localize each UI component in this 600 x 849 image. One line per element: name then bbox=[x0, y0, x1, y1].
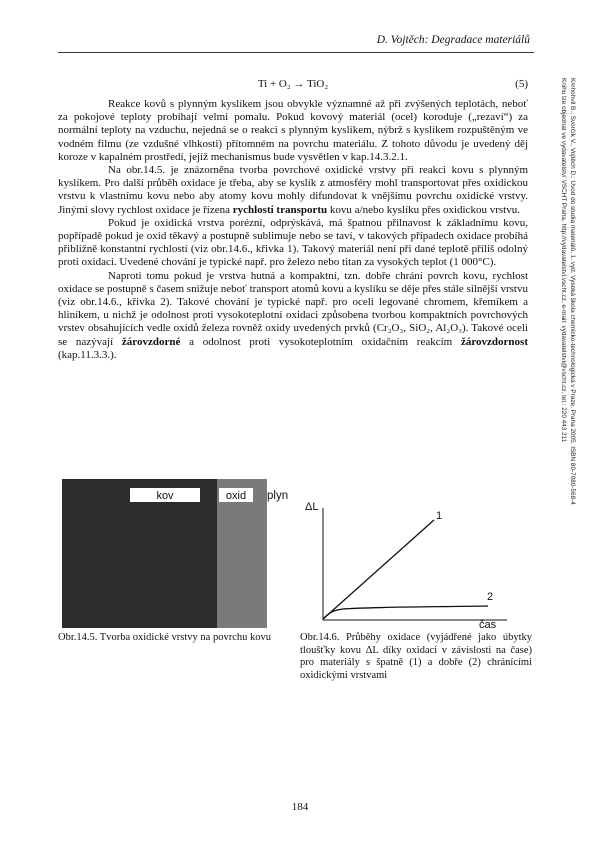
paragraph-1: Reakce kovů s plynným kyslíkem jsou obvykle významné až při zvýšených teplotách, neboť za pokojové teploty probíhají velmi pomalu. Pokud kovový materiál (ocel) koroduje („rezaví“) za normální teploty na vzduchu, nejedná se o reakci s plynným kyslíkem, nýbrž s kyslíkem rozpuštěným ve vodném filmu (ze vzdušné vlhkosti) přítomném na povrchu materiálu. Z tohoto důvodu je uvedený děj koroze v kapalném prostředí, jejíž mechanismus bude vysvětlen v kap.14.3.2.1. bbox=[58, 98, 528, 163]
body-text bbox=[58, 98, 528, 362]
sidebar-line-1: Kmhohvil B., Švorčík V., Vojtěch D.: Úvod do studia materiálů. 1. vyd. Vysoká škola chemicko-technologická v Praze, Praha 2005. ISBN 80-7080-568-4 bbox=[569, 78, 576, 505]
figure-1-caption: Obr.14.5. Tvorba oxidické vrstvy na povrchu kovu bbox=[58, 632, 271, 643]
curve-2-label: 2 bbox=[487, 591, 494, 603]
paragraph-4: Naproti tomu pokud je vrstva hutná a kompaktní, tzn. dobře chrání povrch kovu, rychlost oxidace se postupně s časem snižuje neboť transport atomů kovu a kyslíku se děje přes stále silnější vrstvu (viz obr.14.6., křivka 2). Takové chování je typické např. pro oceli legované chromem, křemíkem a hliníkem, u nichž je odolnost proti vysokoteplotní oxidaci způsobena tvorbou kompaktních povrchových vrstev obsahujících vedle oxidů železa rovněž oxidy uvedených prvků (Cr₂O₃, SiO₂, Al₂O₃). Takové oceli se nazývají žárovzdorné a odolnost proti vysokoteplotním oxidačním reakcím žárovzdornost (kap.11.3.3.). bbox=[58, 269, 528, 361]
figure-oxide-layer bbox=[62, 479, 295, 628]
oxid-label: oxid bbox=[225, 490, 247, 502]
curve-1 bbox=[323, 520, 434, 619]
copyright-sidebar bbox=[542, 78, 576, 578]
running-header: D. Vojtěch: Degradace materiálů bbox=[376, 34, 530, 46]
header-rule bbox=[58, 52, 534, 53]
equation-formula: Ti + O₂ → TiO₂ bbox=[257, 78, 329, 90]
paragraph-3: Pokud je oxidická vrstva porézní, odprýskává, má špatnou přilnavost k základnímu kovu, popřípadě pokud je oxid těkavý a postupně sublimuje nebo se taví, v takových případech oxidace probíhá přibližně konstantní rychlostí (viz obr.14.6., křivka 1). Takový materiál není při dané teplotě příliš odolný proti oxidaci. Uvedené chování je typické např. pro železo nebo titan za vysokých teplot (1 000°C). bbox=[58, 216, 528, 269]
kov-label: kov bbox=[156, 490, 174, 502]
y-axis-label: ΔL bbox=[305, 501, 319, 513]
bold-term: žárovzdorné bbox=[121, 335, 181, 348]
bold-term: rychlostí transportu bbox=[232, 203, 328, 216]
x-axis-label: čas bbox=[479, 619, 497, 628]
figure-2-caption: Obr.14.6. Průběhy oxidace (vyjádřené jako úbytky tloušťky kovu ΔL díky oxidaci v závislosti na čase) pro materiály s špatně (1) a dobře (2) chránícími oxidickými vrstvami bbox=[300, 632, 532, 681]
equation bbox=[58, 78, 528, 90]
plyn-label: plyn bbox=[267, 490, 289, 502]
sidebar-line-2: Knihu lze objednat ve vydavatelství VŠCHT Praha, http://vydavatelstvi.vscht.cz, e-mail: vydavatelstvi@vscht.cz, tel.: 220 443 211 bbox=[560, 78, 568, 443]
curve-2 bbox=[323, 606, 488, 619]
bold-term: žárovzdornost bbox=[460, 335, 528, 348]
figure-oxidation-curves bbox=[303, 488, 535, 628]
equation-number: (5) bbox=[515, 78, 528, 90]
page-number: 184 bbox=[291, 801, 309, 813]
curve-1-label: 1 bbox=[436, 510, 443, 522]
paragraph-2: Na obr.14.5. je znázorněna tvorba povrchové oxidické vrstvy při reakci kovu s plynným kyslíkem. Pro další průběh oxidace je třeba, aby se kyslík z atmosféry mohl transportovat přes oxidickou vrstvu k vlastnímu kovu nebo aby atomy kovu mohly difundovat k vnějšímu povrchu oxidické vrstvy. Jinými slovy rychlost oxidace je řízena rychlostí transportu kovu a/nebo kyslíku přes oxidickou vrstvu. bbox=[58, 164, 528, 216]
